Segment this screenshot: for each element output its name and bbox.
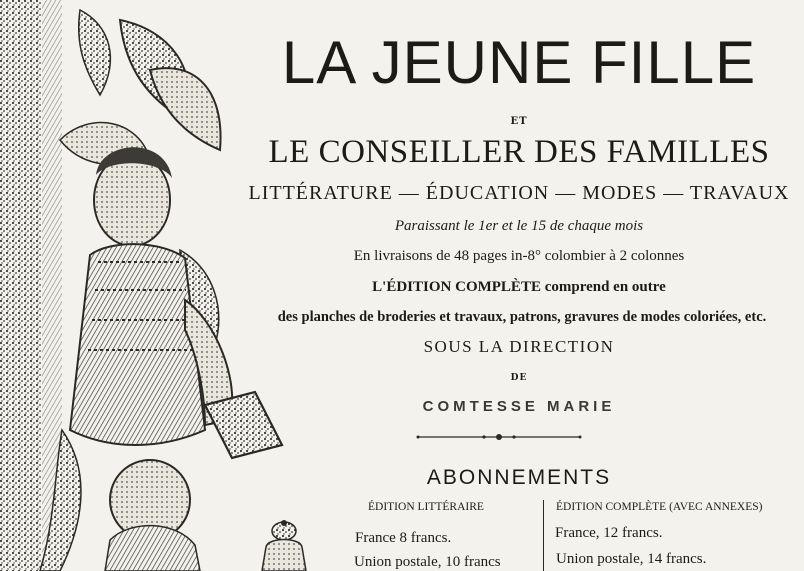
complete-edition-heading: ÉDITION COMPLÈTE (AVEC ANNEXES) (556, 501, 763, 513)
direction-label: SOUS LA DIRECTION (423, 337, 615, 356)
de-label: DE (510, 373, 528, 383)
literary-edition-heading: ÉDITION LITTÉRAIRE (368, 501, 484, 513)
complete-edition-line: L'ÉDITION COMPLÈTE comprend en outre (372, 279, 666, 295)
topics-line: LITTÉRATURE — ÉDUCATION — MODES — TRAVAUX (248, 182, 790, 204)
author-name: COMTESSE MARIE (422, 398, 616, 415)
column-divider (543, 500, 544, 571)
vase-icon (252, 517, 322, 571)
page-subtitle: LE CONSEILLER DES FAMILLES (268, 134, 770, 170)
connector-label: ET (510, 116, 528, 127)
frequency-line: Paraissant le 1er et le 15 de chaque mois (394, 218, 644, 234)
issue-format-line: En livraisons de 48 pages in-8° colombier à 2 colonnes (353, 248, 685, 264)
literary-price-union: Union postale, 10 francs (354, 554, 501, 570)
complete-price-union: Union postale, 14 francs. (556, 551, 707, 567)
page-title: LA JEUNE FILLE (281, 29, 757, 96)
plates-line: des planches de broderies et travaux, patrons, gravures de modes coloriées, etc. (277, 309, 767, 325)
subscriptions-heading: ABONNEMENTS (426, 466, 612, 489)
complete-price-france: France, 12 francs. (555, 525, 663, 541)
literary-price-france: France 8 francs. (355, 530, 452, 546)
ornament-divider-icon (414, 430, 584, 444)
